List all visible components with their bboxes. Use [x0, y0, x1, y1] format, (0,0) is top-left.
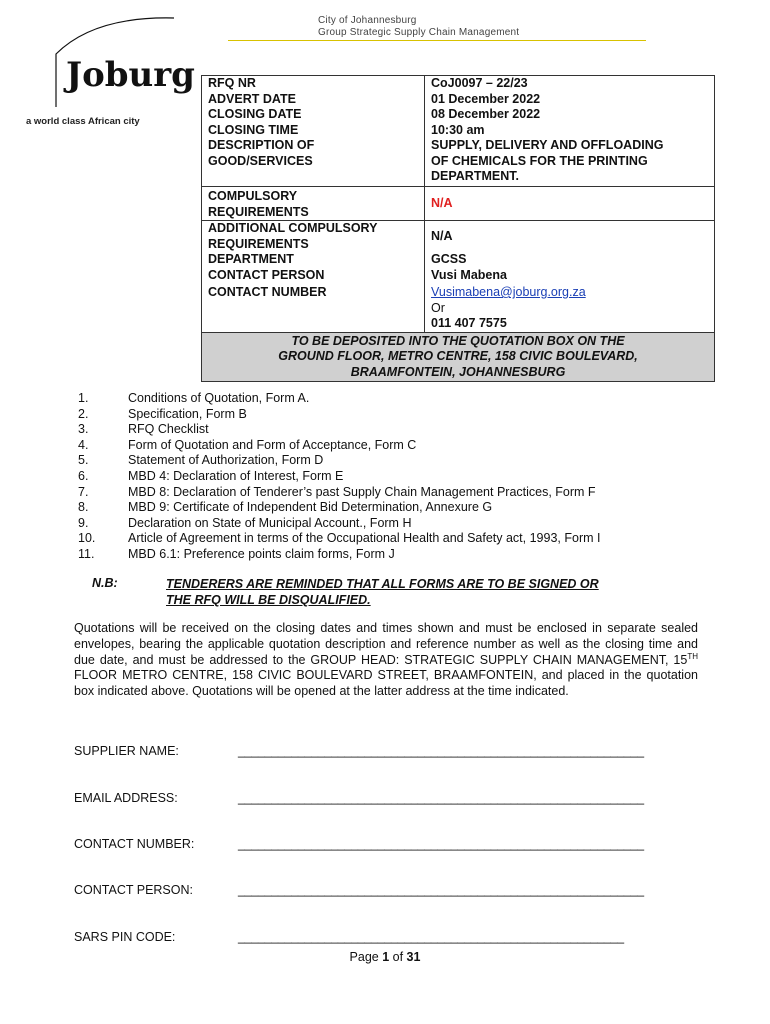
contact-or-text: Or: [431, 300, 445, 315]
list-item-text: MBD 6.1: Preference points claim forms, Form J: [128, 546, 395, 561]
contact-person-line[interactable]: _____________________________________________________________: [238, 883, 644, 897]
list-item: [78, 453, 600, 469]
joburg-logo: [54, 14, 195, 109]
contact-person-label: CONTACT PERSON: [202, 268, 425, 284]
table-row: [202, 252, 715, 268]
additional-label-line2: REQUIREMENTS: [208, 236, 309, 251]
list-item-number: 1.: [78, 391, 89, 405]
deposit-line2: GROUND FLOOR, METRO CENTRE, 158 CIVIC BOULEVARD,: [278, 349, 638, 363]
contact-email-link[interactable]: Vusimabena@joburg.org.za: [431, 285, 586, 299]
sars-pin-line[interactable]: __________________________________________________________: [238, 930, 624, 944]
email-address-label: EMAIL ADDRESS:: [74, 791, 178, 805]
list-item: [78, 531, 600, 547]
contact-number-value: [425, 283, 715, 332]
header-dept: Group Strategic Supply Chain Management: [318, 27, 520, 38]
list-item-text: RFQ Checklist: [128, 422, 209, 437]
list-item-number: 9.: [78, 515, 89, 530]
list-item: [78, 469, 600, 485]
table-row: [202, 123, 715, 139]
notice-label: N.B:: [92, 576, 118, 590]
table-row: [202, 283, 715, 332]
notice-text: [166, 576, 686, 608]
additional-label: [202, 221, 425, 253]
rfq-nr-label: RFQ NR: [202, 76, 425, 92]
list-item-text: MBD 9: Certificate of Independent Bid Determination, Annexure G: [128, 500, 493, 515]
table-row: [202, 332, 715, 382]
notice-line2: THE RFQ WILL BE DISQUALIFIED.: [166, 593, 371, 607]
list-item-text: MBD 4: Declaration of Interest, Form E: [128, 468, 344, 483]
logo-wordmark: Joburg: [66, 55, 195, 95]
description-value-line2: OF CHEMICALS FOR THE PRINTING: [431, 153, 648, 168]
supplier-name-label: SUPPLIER NAME:: [74, 744, 179, 758]
list-item: [78, 516, 600, 532]
department-value: GCSS: [431, 252, 467, 266]
list-item: [78, 500, 600, 516]
list-item-number: 7.: [78, 484, 89, 499]
description-value-line1: SUPPLY, DELIVERY AND OFFLOADING: [431, 138, 664, 152]
list-item: [78, 422, 600, 438]
list-item-number: 4.: [78, 437, 89, 452]
forms-list: [78, 391, 600, 563]
list-item: [78, 438, 600, 454]
logo-tagline: a world class African city: [26, 116, 140, 127]
list-item-number: 6.: [78, 468, 89, 483]
page-of: of: [389, 950, 407, 964]
additional-label-line1: ADDITIONAL COMPULSORY: [208, 221, 378, 235]
table-row: [202, 221, 715, 253]
header-rule: [228, 40, 646, 41]
description-label: [202, 138, 425, 187]
closing-time-label: CLOSING TIME: [202, 123, 425, 139]
list-item-number: 3.: [78, 422, 89, 437]
sars-pin-label: SARS PIN CODE:: [74, 930, 176, 944]
advert-date-value: 01 December 2022: [431, 91, 541, 106]
page-word: Page: [349, 950, 383, 964]
table-row: [202, 138, 715, 187]
list-item-number: 8.: [78, 500, 89, 515]
description-value-line3: DEPARTMENT.: [431, 169, 519, 183]
contact-number-line[interactable]: _____________________________________________________________: [238, 837, 644, 851]
contact-phone: 011 407 7575: [431, 316, 507, 330]
email-address-line[interactable]: _____________________________________________________________: [238, 791, 644, 805]
contact-number-field-label: CONTACT NUMBER:: [74, 837, 195, 851]
list-item-number: 11.: [78, 546, 95, 561]
list-item: [78, 547, 600, 563]
description-label-line1: DESCRIPTION OF: [208, 138, 315, 152]
paragraph-part2: FLOOR METRO CENTRE, 158 CIVIC BOULEVARD STREET, BRAAMFONTEIN, and placed in the quotation box indicated above. Quotations will be opened at the latter address at the time indicated.: [74, 668, 698, 699]
closing-date-label: CLOSING DATE: [202, 107, 425, 123]
page-total: 31: [406, 950, 421, 964]
list-item-number: 10.: [78, 531, 96, 546]
description-label-line2: GOOD/SERVICES: [208, 153, 313, 168]
page-current: 1: [382, 950, 390, 964]
table-row: [202, 187, 715, 221]
table-row: [202, 92, 715, 108]
deposit-line1: TO BE DEPOSITED INTO THE QUOTATION BOX ON THE: [291, 333, 625, 348]
list-item-text: Article of Agreement in terms of the Occupational Health and Safety act, 1993, Form I: [128, 531, 601, 546]
department-label: DEPARTMENT: [202, 252, 425, 268]
list-item: [78, 485, 600, 501]
rfq-nr-value: CoJ0097 – 22/23: [431, 76, 528, 90]
paragraph-part1: Quotations will be received on the closing dates and times shown and must be enclosed in separate sealed envelopes, bearing the applicable quotation description and reference number as well as the closing time and due date, and must be addressed to the GROUP HEAD: STRATEGIC SUPPLY CHAIN MANAGEMENT, 15: [74, 621, 698, 667]
list-item-text: MBD 8: Declaration of Tenderer’s past Supply Chain Management Practices, Form F: [128, 484, 596, 499]
supplier-name-line[interactable]: _____________________________________________________________: [238, 744, 644, 758]
notice-line1: TENDERERS ARE REMINDED THAT ALL FORMS ARE TO BE SIGNED OR: [166, 577, 599, 591]
advert-date-label: ADVERT DATE: [202, 92, 425, 108]
header-org: City of Johannesburg: [318, 15, 417, 26]
list-item: [78, 407, 600, 423]
page-number: [0, 950, 770, 964]
compulsory-value: N/A: [425, 187, 715, 221]
compulsory-label-line2: REQUIREMENTS: [208, 204, 309, 219]
logo-frame-graphic: [54, 14, 195, 109]
paragraph-superscript: TH: [687, 651, 698, 661]
table-row: [202, 76, 715, 92]
contact-person-value: Vusi Mabena: [431, 267, 507, 282]
deposit-line3: BRAAMFONTEIN, JOHANNESBURG: [350, 364, 566, 379]
table-row: [202, 107, 715, 123]
list-item-text: Statement of Authorization, Form D: [128, 453, 324, 468]
compulsory-label-line1: COMPULSORY: [208, 189, 298, 203]
list-item-text: Declaration on State of Municipal Account., Form H: [128, 515, 412, 530]
additional-value: N/A: [431, 228, 453, 243]
list-item: [78, 391, 600, 407]
rfq-details-table: [201, 75, 715, 382]
table-row: [202, 268, 715, 284]
description-value: [425, 138, 715, 187]
list-item-text: Specification, Form B: [128, 406, 247, 421]
compulsory-label: [202, 187, 425, 221]
deposit-instruction: [202, 332, 715, 382]
contact-number-label: CONTACT NUMBER: [202, 283, 425, 332]
instructions-paragraph: [74, 621, 698, 700]
closing-date-value: 08 December 2022: [431, 107, 541, 121]
list-item-number: 5.: [78, 453, 89, 468]
list-item-text: Form of Quotation and Form of Acceptance, Form C: [128, 437, 417, 452]
list-item-text: Conditions of Quotation, Form A.: [128, 391, 310, 405]
contact-person-field-label: CONTACT PERSON:: [74, 883, 193, 897]
list-item-number: 2.: [78, 406, 89, 421]
closing-time-value: 10:30 am: [431, 122, 485, 137]
